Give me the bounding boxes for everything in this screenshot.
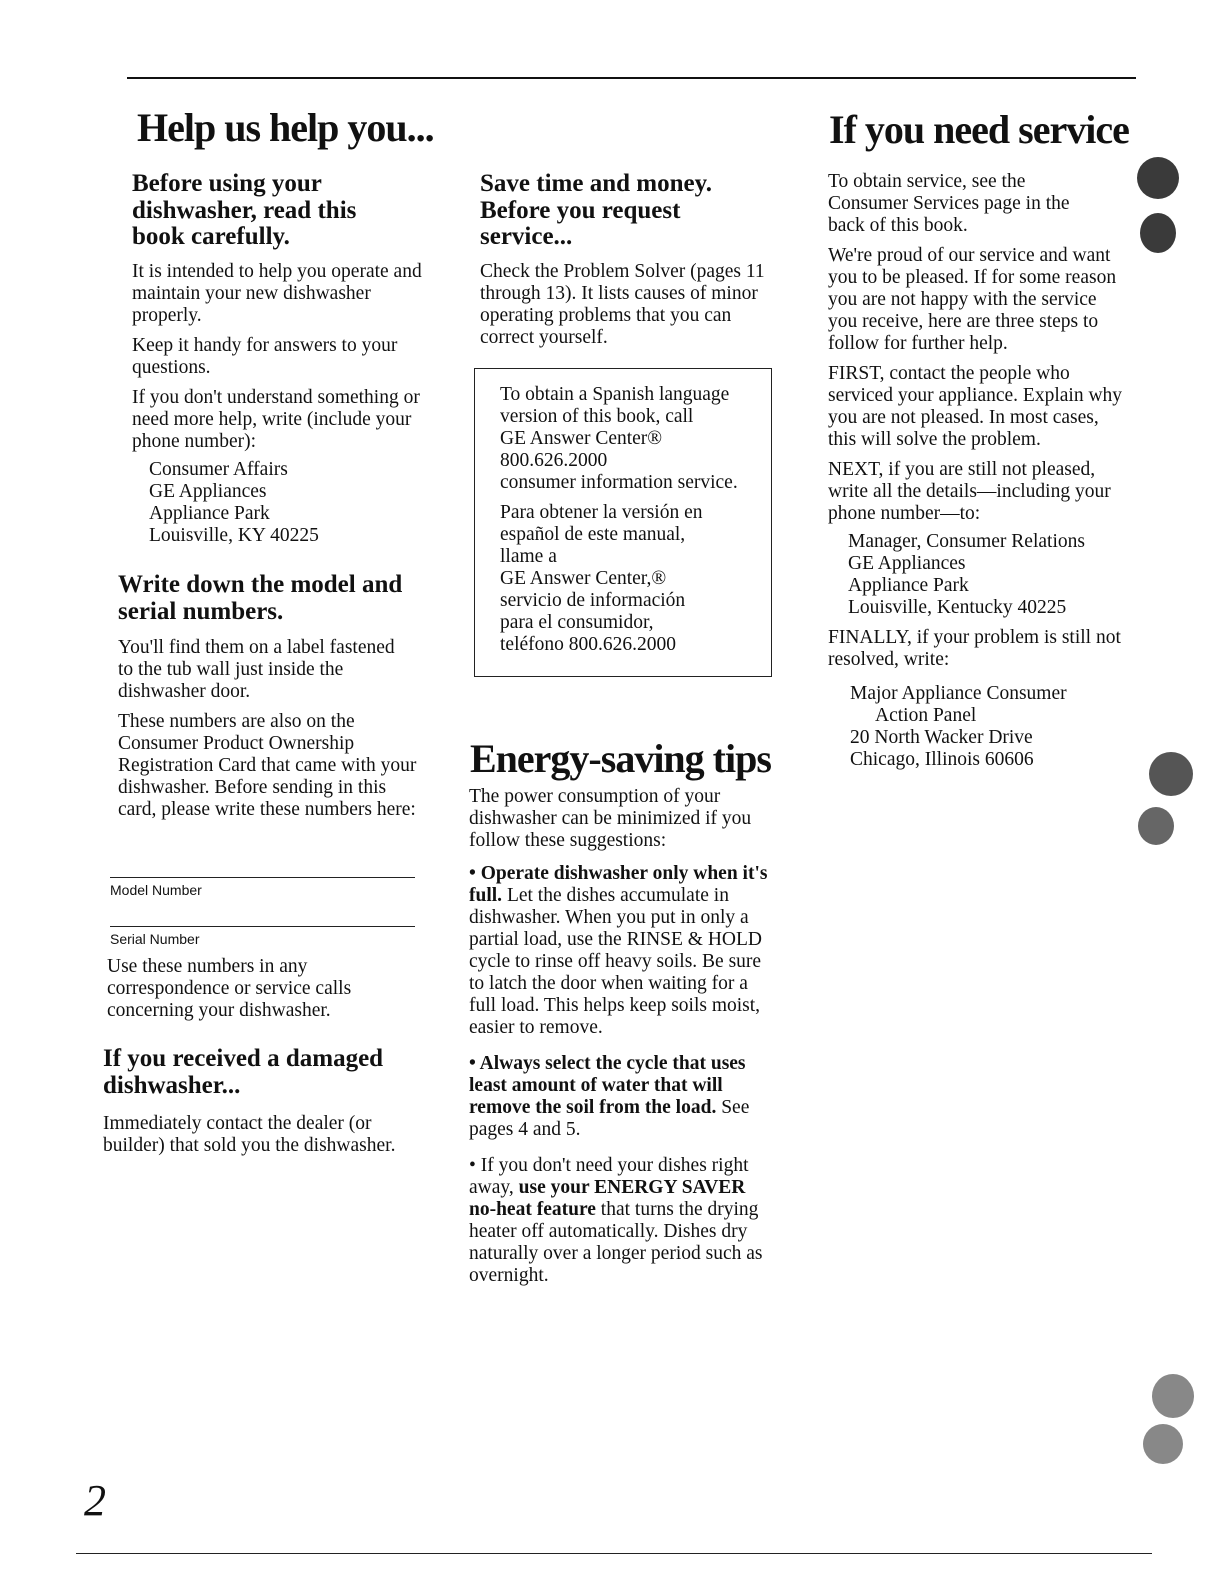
before-using-p1: It is intended to help you operate and maintain your new dishwasher properly. xyxy=(132,260,422,326)
model-number-label: Model Number xyxy=(110,882,202,898)
box-line: GE Answer Center® xyxy=(500,428,663,449)
spanish-language-box xyxy=(474,368,772,677)
box-line: para el consumidor, xyxy=(500,612,654,633)
consumer-affairs-address xyxy=(132,459,432,547)
model-number-line[interactable] xyxy=(110,877,415,878)
number-fields xyxy=(110,863,420,947)
box-line: consumer information service. xyxy=(500,472,738,493)
box-line: español de este manual, xyxy=(500,524,686,545)
box-line: 800.626.2000 xyxy=(500,450,608,471)
energy-tip-1 xyxy=(469,863,774,1039)
before-using-p2: Keep it handy for answers to your questions. xyxy=(132,334,398,378)
spanish-box-spanish xyxy=(500,502,771,656)
address-line: Appliance Park xyxy=(848,575,969,596)
box-line: servicio de información xyxy=(500,590,686,611)
damaged-p1: Immediately contact the dealer (or builder) that sold you the dishwasher. xyxy=(103,1113,396,1156)
energy-tip-3-text-a: • If you don't need your dishes right away, xyxy=(469,1155,749,1198)
damaged-heading: If you received a damaged dishwasher... xyxy=(103,1045,384,1099)
box-line: version of this book, call xyxy=(500,406,694,427)
binder-hole-mark xyxy=(1149,752,1193,796)
service-p3: FIRST, contact the people who serviced your appliance. Explain why you are not pleased. In most cases, this will solve the problem. xyxy=(828,363,1123,450)
top-rule xyxy=(127,77,1136,79)
damaged-block xyxy=(103,1046,413,1157)
service-p4: NEXT, if you are still not pleased, write all the details—including your phone number—to: xyxy=(828,459,1111,524)
address-line: Louisville, Kentucky 40225 xyxy=(848,597,1067,618)
use-numbers-block xyxy=(107,956,407,1022)
model-serial-p2: These numbers are also on the Consumer Product Ownership Registration Card that came with your dishwasher. Before sending in this card, please write these numbers here: xyxy=(118,711,417,820)
address-line: Action Panel xyxy=(875,705,977,726)
energy-tip-1-bold: • Operate dishwasher only when it's full. xyxy=(469,863,768,906)
binder-hole-mark xyxy=(1152,1374,1194,1418)
box-line: teléfono 800.626.2000 xyxy=(500,634,677,655)
model-serial-block xyxy=(118,572,423,821)
consumer-relations-address xyxy=(828,531,1128,619)
before-using-heading: Before using your dishwasher, read this book carefully. xyxy=(132,170,357,250)
energy-tip-2-bold: • Always select the cycle that uses least amount of water that will remove the soil from the load. xyxy=(469,1053,746,1118)
service-p2: We're proud of our service and want you to be pleased. If for some reason you are not happy with the service you receive, here are three steps to follow for further help. xyxy=(828,245,1117,354)
model-serial-p3: Use these numbers in any correspondence or service calls concerning your dishwasher. xyxy=(107,956,352,1021)
energy-tip-3 xyxy=(469,1155,774,1287)
save-time-p1: Check the Problem Solver (pages 11 through 13). It lists causes of minor operating problems that you can correct yourself. xyxy=(480,260,765,348)
binder-hole-mark xyxy=(1137,157,1179,199)
energy-title: Energy-saving tips xyxy=(470,736,771,781)
save-time-heading: Save time and money. Before you request service... xyxy=(480,170,712,250)
box-line: To obtain a Spanish language xyxy=(500,384,730,405)
model-serial-p1: You'll find them on a label fastened to the tub wall just inside the dishwasher door. xyxy=(118,637,395,702)
save-time-block xyxy=(480,171,780,349)
address-line: Consumer Affairs xyxy=(149,458,288,480)
address-line: Appliance Park xyxy=(149,502,270,524)
service-p1: To obtain service, see the Consumer Services page in the back of this book. xyxy=(828,171,1070,236)
energy-tip-2-text: See pages 4 and 5. xyxy=(469,1097,750,1140)
energy-block xyxy=(469,786,774,1287)
serial-number-line[interactable] xyxy=(110,926,415,927)
model-serial-heading: Write down the model and serial numbers. xyxy=(118,571,403,625)
address-line: Manager, Consumer Relations xyxy=(848,531,1085,552)
binder-hole-mark xyxy=(1140,213,1176,253)
energy-tip-1-text: Let the dishes accumulate in dishwasher. When you put in only a partial load, use the RINSE & HOLD cycle to rinse off heavy soils. Be sure to latch the door when waiting for a full load. This helps keep soils moist, easier to remove. xyxy=(469,885,762,1038)
before-using-p3: If you don't understand something or need more help, write (include your phone number): xyxy=(132,386,420,452)
address-line: Chicago, Illinois 60606 xyxy=(850,749,1034,770)
address-line: GE Appliances xyxy=(848,553,966,574)
page-number: 2 xyxy=(84,1476,106,1525)
bottom-rule xyxy=(76,1553,1152,1554)
serial-number-label: Serial Number xyxy=(110,931,200,947)
box-line: Para obtener la versión en xyxy=(500,502,703,523)
energy-tip-3-bold: use your ENERGY SAVER no-heat feature xyxy=(469,1177,746,1220)
box-line: llame a xyxy=(500,546,557,567)
energy-tip-2 xyxy=(469,1053,774,1141)
address-line: 20 North Wacker Drive xyxy=(850,727,1033,748)
energy-intro: The power consumption of your dishwasher can be minimized if you follow these suggestions: xyxy=(469,786,752,851)
address-line: Louisville, KY 40225 xyxy=(149,524,319,546)
before-using-block xyxy=(132,171,432,547)
binder-hole-mark xyxy=(1143,1424,1183,1464)
action-panel-address xyxy=(828,683,1128,771)
service-title: If you need service xyxy=(829,107,1129,152)
help-title: Help us help you... xyxy=(137,105,434,150)
spanish-box-english xyxy=(500,384,771,494)
box-line: GE Answer Center,® xyxy=(500,568,667,589)
energy-tip-3-text-b: that turns the drying heater off automatically. Dishes dry naturally over a longer period such as overnight. xyxy=(469,1199,763,1286)
address-line: Major Appliance Consumer xyxy=(850,683,1067,704)
address-line: GE Appliances xyxy=(149,480,267,502)
service-block xyxy=(828,171,1128,771)
binder-hole-mark xyxy=(1138,807,1174,845)
service-p5: FINALLY, if your problem is still not resolved, write: xyxy=(828,627,1121,670)
